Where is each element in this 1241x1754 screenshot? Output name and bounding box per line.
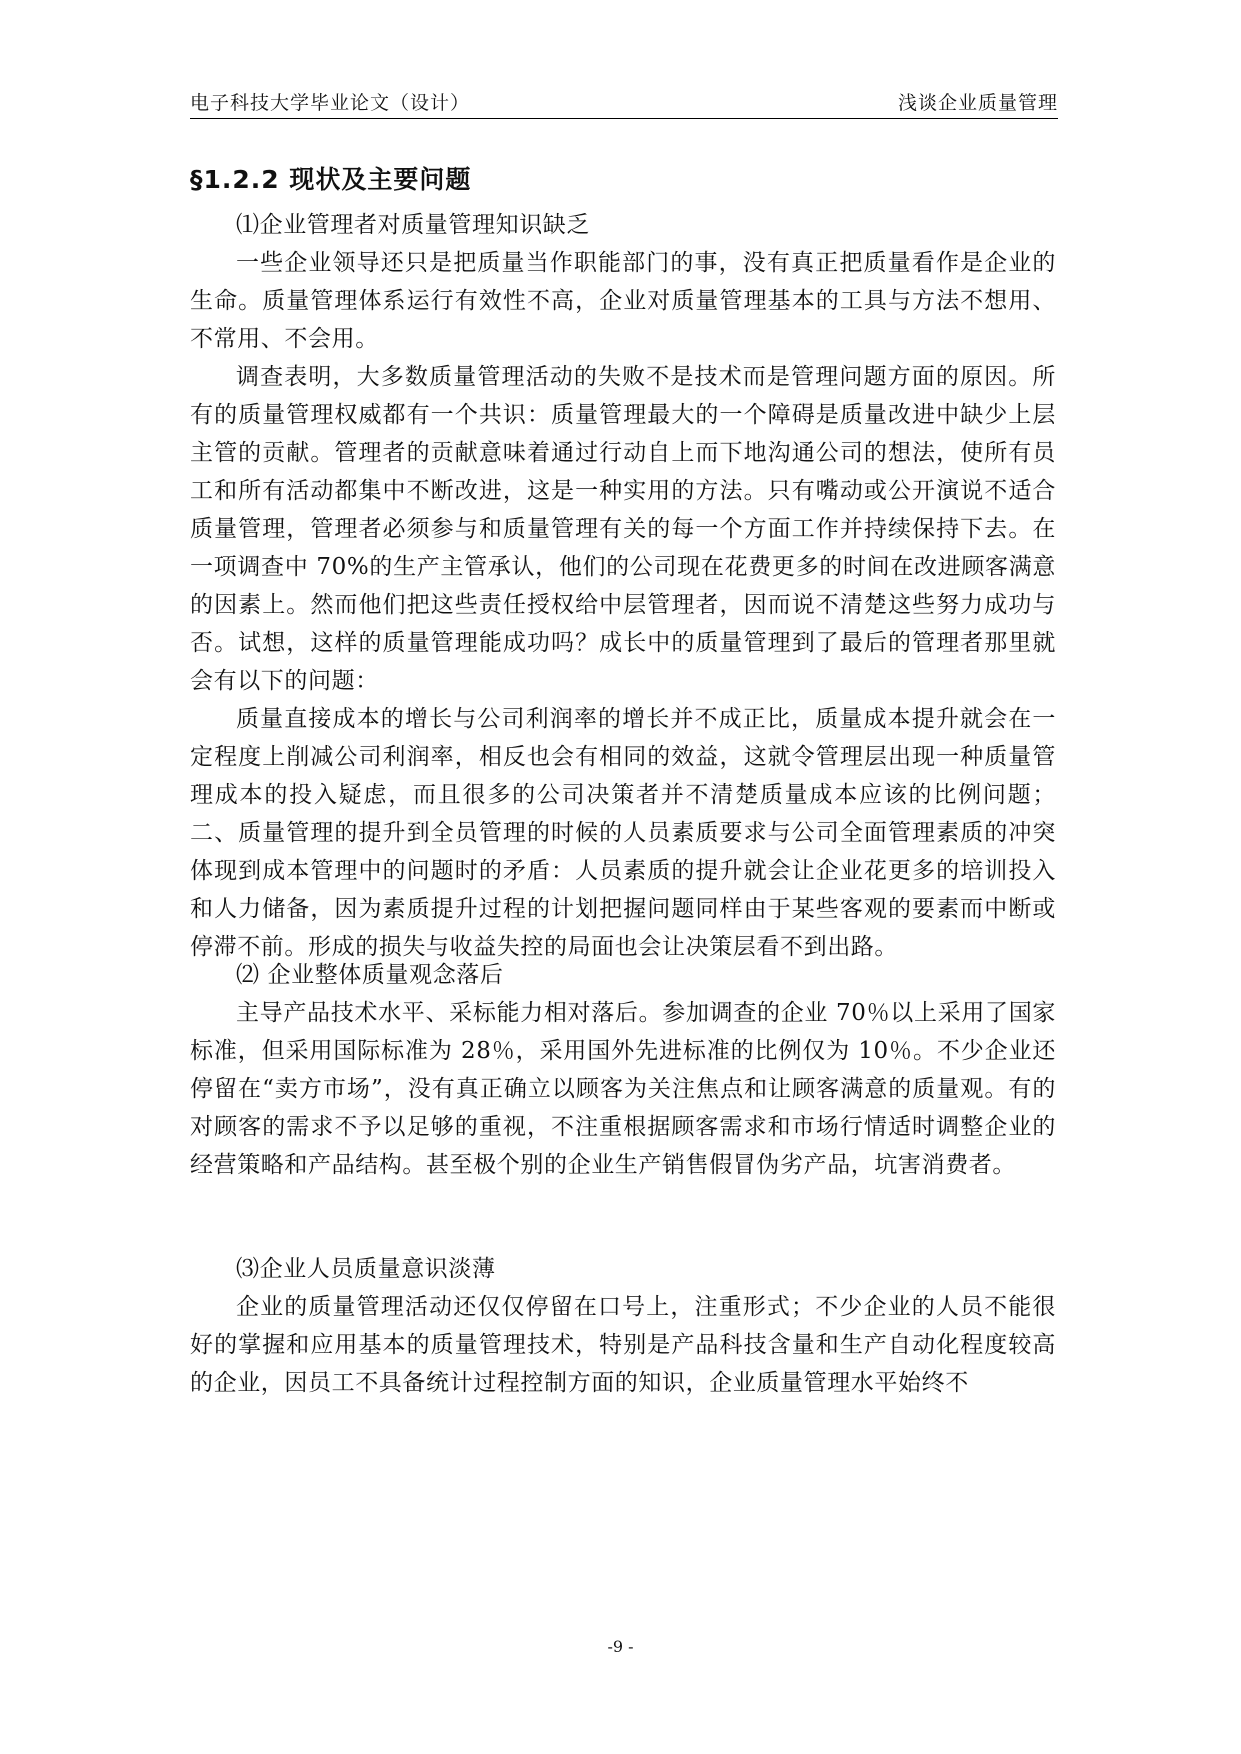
running-header xyxy=(190,84,1058,119)
subheading-3: ⑶企业人员质量意识淡薄 xyxy=(236,1256,496,1282)
section-heading: §1.2.2 现状及主要问题 xyxy=(190,165,472,194)
paragraph: 调查表明，大多数质量管理活动的失败不是技术而是管理问题方面的原因。所有的质量管理权威都有一个共识：质量管理最大的一个障碍是质量改进中缺少上层主管的贡献。管理者的贡献意味着通过行动自上而下地沟通公司的想法，使所有员工和所有活动都集中不断改进，这是一种实用的方法。只有嘴动或公开演说不适合质量管理，管理者必须参与和质量管理有关的每一个方面工作并持续保持下去。在一项调查中 70%的生产主管承认，他们的公司现在花费更多的时间在改进顾客满意的因素上。然而他们把这些责任授权给中层管理者，因而说不清楚这些努力成功与否。试想，这样的质量管理能成功吗？成长中的质量管理到了最后的管理者那里就会有以下的问题： xyxy=(190,364,1056,694)
paragraph: 企业的质量管理活动还仅仅停留在口号上，注重形式；不少企业的人员不能很好的掌握和应用基本的质量管理技术，特别是产品科技含量和生产自动化程度较高的企业，因员工不具备统计过程控制方面的知识，企业质量管理水平始终不 xyxy=(190,1294,1056,1396)
subheading-2: ⑵ 企业整体质量观念落后 xyxy=(236,962,504,988)
paragraph: 一些企业领导还只是把质量当作职能部门的事，没有真正把质量看作是企业的生命。质量管理体系运行有效性不高，企业对质量管理基本的工具与方法不想用、不常用、不会用。 xyxy=(190,250,1056,352)
chapter-topic: 浅谈企业质量管理 xyxy=(897,92,1058,114)
paragraph: 主导产品技术水平、采标能力相对落后。参加调查的企业 70％以上采用了国家标准，但采用国际标准为 28％，采用国外先进标准的比例仅为 10％。不少企业还停留在“卖方市场”，没有真正确立以顾客为关注焦点和让顾客满意的质量观。有的对顾客的需求不予以足够的重视，不注重根据顾客需求和市场行情适时调整企业的经营策略和产品结构。甚至极个别的企业生产销售假冒伪劣产品，坑害消费者。 xyxy=(190,1000,1056,1178)
thesis-title: 电子科技大学毕业论文（设计） xyxy=(190,92,471,114)
subheading-1: ⑴企业管理者对质量管理知识缺乏 xyxy=(236,212,590,238)
page-number: -9 - xyxy=(607,1637,634,1656)
paragraph: 质量直接成本的增长与公司利润率的增长并不成正比，质量成本提升就会在一定程度上削减公司利润率，相反也会有相同的效益，这就令管理层出现一种质量管理成本的投入疑虑，而且很多的公司决策者并不清楚质量成本应该的比例问题；二、质量管理的提升到全员管理的时候的人员素质要求与公司全面管理素质的冲突体现到成本管理中的问题时的矛盾：人员素质的提升就会让企业花更多的培训投入和人力储备，因为素质提升过程的计划把握问题同样由于某些客观的要素而中断或停滞不前。形成的损失与收益失控的局面也会让决策层看不到出路。 xyxy=(190,706,1056,960)
